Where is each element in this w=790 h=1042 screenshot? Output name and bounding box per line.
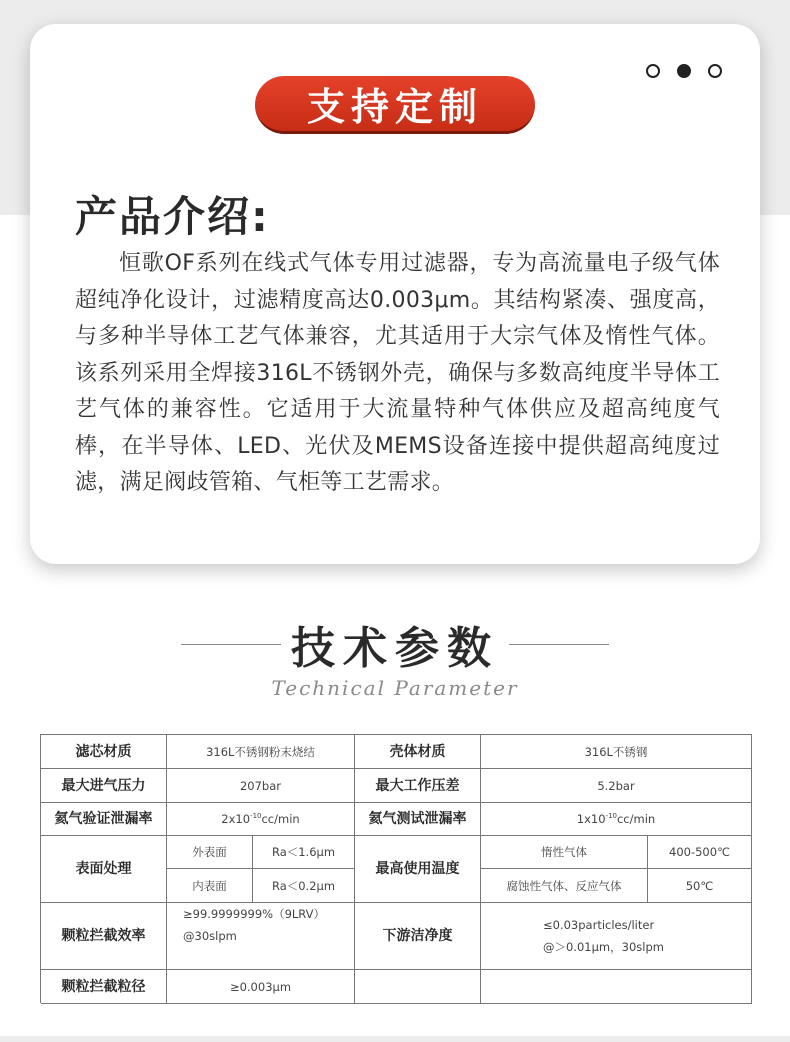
- spec-value-outer-surface: Ra＜1.6μm: [253, 836, 355, 869]
- spec-table: [40, 734, 752, 1003]
- spec-value-housing-material: 316L不锈钢: [481, 735, 752, 769]
- spec-value-inner-surface: Ra＜0.2μm: [253, 869, 355, 903]
- spec-value-cleanliness: [481, 903, 752, 970]
- spec-value-helium-test: $1x10^{-10}cc/\min$: [481, 803, 752, 836]
- spec-label-max-inlet-pressure: 最大进气压力: [41, 769, 167, 803]
- spec-value-max-inlet-pressure: 207bar: [167, 769, 355, 803]
- efficiency-line-2: @30slpm: [183, 929, 237, 943]
- tech-subtitle: Technical Parameter: [271, 676, 519, 700]
- tech-title: 技术参数: [291, 623, 499, 674]
- spec-label-outer-surface: 外表面: [167, 836, 253, 869]
- spec-value-helium-verify: $2x10^{-10}cc/\min$: [167, 803, 355, 836]
- spec-label-filter-material: 滤芯材质: [41, 735, 167, 769]
- spec-label-inert-gas: 惰性气体: [481, 836, 648, 869]
- carousel-indicator: [646, 64, 722, 78]
- spec-empty-cell: [355, 970, 481, 1004]
- spec-label-max-diff-pressure: 最大工作压差: [355, 769, 481, 803]
- spec-label-max-temp: 最高使用温度: [355, 836, 481, 903]
- intro-heading: 产品介绍:: [75, 192, 270, 241]
- intro-body: 恒歌OF系列在线式气体专用过滤器，专为高流量电子级气体超纯净化设计，过滤精度高达0.003μm。其结构紧凑、强度高，与多种半导体工艺气体兼容，尤其适用于大宗气体及惰性气体。该系列采用全焊接316L不锈钢外壳，确保与多数高纯度半导体工艺气体的兼容性。它适用于大流量特种气体供应及超高纯度气棒，在半导体、LED、光伏及MEMS设备连接中提供超高纯度过滤，满足阀歧管箱、气柜等工艺需求。: [75, 251, 720, 495]
- spec-empty-cell: [481, 970, 752, 1004]
- cleanliness-line-2: @＞0.01μm，30slpm: [543, 940, 664, 954]
- spec-value-max-diff-pressure: 5.2bar: [481, 769, 752, 803]
- title-divider-left: [181, 644, 281, 645]
- cleanliness-line-1: ≤0.03particles/liter: [543, 918, 655, 932]
- carousel-dot-active[interactable]: [677, 64, 691, 78]
- spec-value-efficiency: [167, 903, 355, 970]
- spec-value-particle-size: ≥0.003μm: [167, 970, 355, 1004]
- spec-value-corrosive-gas: 50℃: [648, 869, 752, 903]
- spec-value-filter-material: 316L不锈钢粉末烧结: [167, 735, 355, 769]
- customization-banner: 支持定制: [255, 76, 535, 134]
- bottom-strip: [0, 1036, 790, 1042]
- spec-label-helium-test: 氦气测试泄漏率: [355, 803, 481, 836]
- spec-label-cleanliness: 下游洁净度: [355, 903, 481, 970]
- spec-label-housing-material: 壳体材质: [355, 735, 481, 769]
- spec-label-helium-verify: 氦气验证泄漏率: [41, 803, 167, 836]
- carousel-dot[interactable]: [646, 64, 660, 78]
- spec-label-corrosive-gas: 腐蚀性气体、反应气体: [481, 869, 648, 903]
- spec-label-particle-size: 颗粒拦截粒径: [41, 970, 167, 1004]
- carousel-dot[interactable]: [708, 64, 722, 78]
- spec-value-inert-gas: 400-500℃: [648, 836, 752, 869]
- spec-label-efficiency: 颗粒拦截效率: [41, 903, 167, 970]
- tech-section-title: [0, 612, 790, 676]
- spec-label-inner-surface: 内表面: [167, 869, 253, 903]
- spec-label-surface: 表面处理: [41, 836, 167, 903]
- intro-card: [30, 24, 760, 564]
- title-divider-right: [509, 644, 609, 645]
- efficiency-line-1: ≥99.9999999%（9LRV）: [183, 907, 326, 921]
